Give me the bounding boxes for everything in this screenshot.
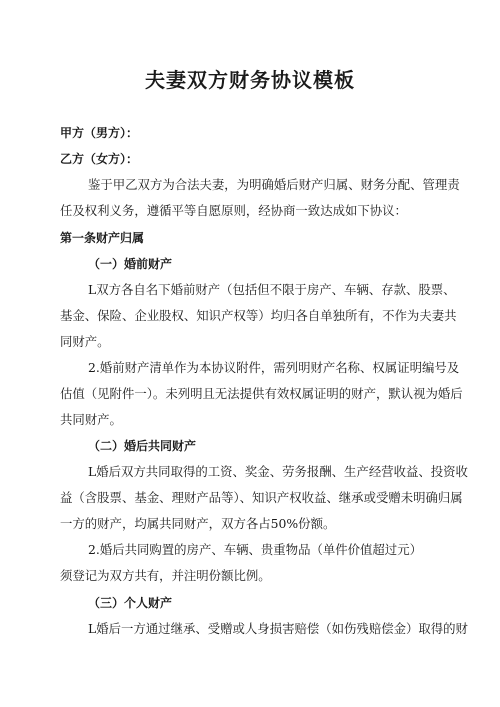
paragraph-line: L双方各自名下婚前财产（包括但不限于房产、车辆、存款、股票、 <box>88 282 456 297</box>
article-heading: 第一条财产归属 <box>60 231 145 245</box>
paragraph-line: 估值（见附件一）。未列明且无法提供有效权属证明的财产，默认视为婚后 <box>60 386 463 401</box>
paragraph-line: 基金、保险、企业股权、知识产权等）均归各自单独所有，不作为夫妻共 <box>60 308 457 323</box>
preamble-line: 任及权利义务，遵循平等自愿原则，经协商一致达成如下协议： <box>60 203 407 218</box>
section-heading: （二）婚后共同财产 <box>88 439 197 453</box>
paragraph-line: 共同财产。 <box>60 412 122 427</box>
party-b-label: 乙方（女方）： <box>60 152 139 166</box>
paragraph-line: 同财产。 <box>60 334 110 349</box>
document-title: 夫妻双方财务协议模板 <box>145 68 355 92</box>
paragraph-line: L婚后一方通过继承、受赠或人身损害赔偿（如伤残赔偿金）取得的财 <box>88 621 468 636</box>
party-a-label: 甲方（男方）： <box>60 126 139 140</box>
paragraph-line: 一方的财产，均属共同财产，双方各占50%份额。 <box>60 516 336 531</box>
paragraph-line: 2.婚前财产清单作为本协议附件，需列明财产名称、权属证明编号及 <box>88 360 460 375</box>
preamble-line: 鉴于甲乙双方为合法夫妻，为明确婚后财产归属、财务分配、管理责 <box>88 177 460 192</box>
paragraph-line: 益（含股票、基金、理财产品等）、知识产权收益、继承或受赠未明确归属 <box>60 490 463 505</box>
section-heading: （三）个人财产 <box>88 596 173 610</box>
paragraph-line: 2.婚后共同购置的房产、车辆、贵重物品（单件价值超过元） <box>88 542 422 557</box>
paragraph-line: L婚后双方共同取得的工资、奖金、劳务报酬、生产经营收益、投资收 <box>88 464 468 479</box>
paragraph-line: 须登记为双方共有，并注明份额比例。 <box>60 568 271 583</box>
section-heading: （一）婚前财产 <box>88 257 173 271</box>
